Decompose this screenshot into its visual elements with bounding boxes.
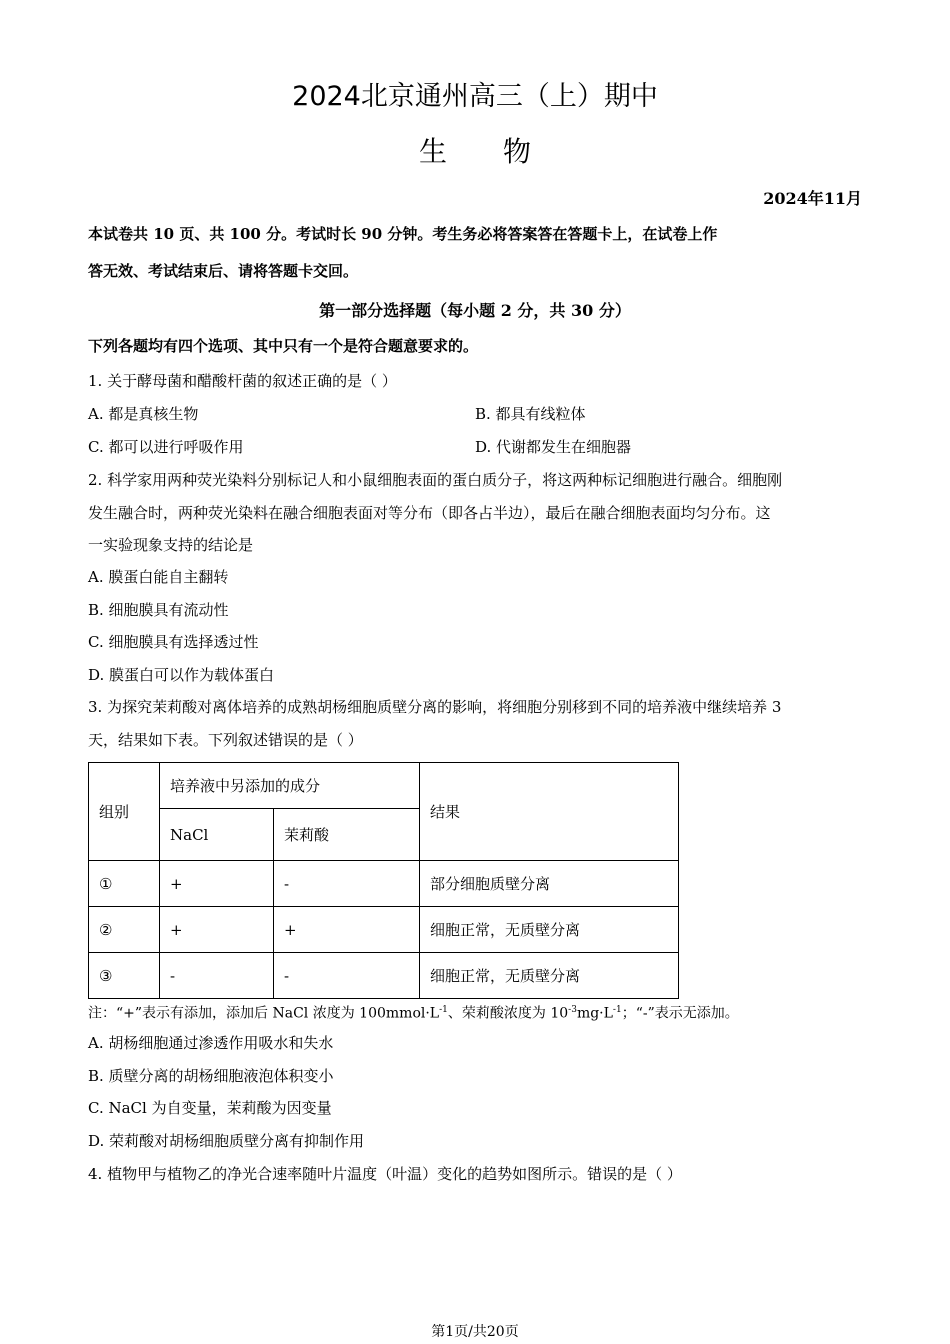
instructions-line-1: 本试卷共 10 页、共 100 分。考试时长 90 分钟。考生务必将答案答在答题卡上，在试卷上作 — [88, 225, 718, 243]
note-text: 、荣莉酸浓度为 10 — [447, 1005, 569, 1022]
q3-option-b: B. 质壁分离的胡杨细胞液泡体积变小 — [88, 1067, 334, 1085]
note-text: 注：“+”表示有添加，添加后 NaCl 浓度为 100mmol·L — [88, 1005, 440, 1022]
q1-option-b: B. 都具有线粒体 — [475, 405, 586, 423]
q3-stem-line-1: 3. 为探究茉莉酸对离体培养的成熟胡杨细胞质壁分离的影响，将细胞分别移到不同的培养液中继续培养 3 — [88, 698, 782, 716]
header-result: 结果 — [420, 763, 679, 861]
jasmonic-cell: - — [274, 861, 420, 907]
q2-stem-line-3: 一实验现象支持的结论是 — [88, 536, 254, 554]
q3-stem-line-2: 天，结果如下表。下列叙述错误的是（ ） — [88, 731, 363, 749]
header-added-component: 培养液中另添加的成分 — [160, 763, 420, 809]
jasmonic-cell: - — [274, 953, 420, 999]
q2-option-a: A. 膜蛋白能自主翻转 — [88, 568, 229, 586]
q3-results-table — [88, 762, 679, 999]
header-jasmonic-acid: 茉莉酸 — [274, 809, 420, 861]
nacl-cell: - — [160, 953, 274, 999]
q3-option-d: D. 荣莉酸对胡杨细胞质壁分离有抑制作用 — [88, 1132, 365, 1150]
table-row — [89, 861, 679, 907]
group-cell: ① — [89, 861, 160, 907]
section-title: 第一部分选择题（每小题 2 分，共 30 分） — [319, 301, 631, 320]
q2-stem-line-2: 发生融合时，两种荧光染料在融合细胞表面对等分布（即各占半边），最后在融合细胞表面均匀分布。这 — [88, 504, 771, 522]
q1-option-a: A. 都是真核生物 — [88, 405, 199, 423]
table-row — [89, 953, 679, 999]
q3-option-a: A. 胡杨细胞通过渗透作用吸水和失水 — [88, 1034, 334, 1052]
q2-stem-line-1: 2. 科学家用两种荧光染料分别标记人和小鼠细胞表面的蛋白质分子，将这两种标记细胞进行融合。细胞刚 — [88, 471, 783, 489]
q1-stem: 1. 关于酵母菌和醋酸杆菌的叙述正确的是（ ） — [88, 372, 397, 390]
q3-option-c: C. NaCl 为自变量，茉莉酸为因变量 — [88, 1099, 332, 1117]
section-note: 下列各题均有四个选项、其中只有一个是符合题意要求的。 — [88, 337, 479, 355]
instructions-line-2: 答无效、考试结束后、请将答题卡交回。 — [88, 262, 359, 280]
exam-date: 2024年11月 — [763, 189, 862, 208]
result-cell: 细胞正常，无质壁分离 — [420, 907, 679, 953]
result-cell: 部分细胞质壁分离 — [420, 861, 679, 907]
page-number: 第1页/共20页 — [431, 1324, 519, 1340]
note-text: ；“-”表示无添加。 — [621, 1005, 739, 1022]
group-cell: ② — [89, 907, 160, 953]
nacl-cell: + — [160, 861, 274, 907]
q3-table-note — [88, 1000, 739, 1024]
q2-option-c: C. 细胞膜具有选择透过性 — [88, 633, 259, 651]
jasmonic-cell: + — [274, 907, 420, 953]
q4-stem: 4. 植物甲与植物乙的净光合速率随叶片温度（叶温）变化的趋势如图所示。错误的是（ ） — [88, 1165, 682, 1183]
note-superscript: -3 — [568, 1005, 577, 1015]
note-text: mg·L — [576, 1005, 613, 1022]
group-cell: ③ — [89, 953, 160, 999]
q2-option-d: D. 膜蛋白可以作为载体蛋白 — [88, 666, 275, 684]
q2-option-b: B. 细胞膜具有流动性 — [88, 601, 229, 619]
subject-title: 生物 — [418, 135, 587, 168]
q1-option-d: D. 代谢都发生在细胞器 — [475, 438, 632, 456]
header-group: 组别 — [89, 763, 160, 861]
note-superscript: -1 — [612, 1005, 622, 1015]
result-cell: 细胞正常，无质壁分离 — [420, 953, 679, 999]
nacl-cell: + — [160, 907, 274, 953]
exam-title: 2024北京通州高三（上）期中 — [292, 81, 658, 112]
header-nacl: NaCl — [160, 809, 274, 861]
note-superscript: -1 — [439, 1005, 448, 1015]
q1-option-c: C. 都可以进行呼吸作用 — [88, 438, 244, 456]
table-row — [89, 907, 679, 953]
